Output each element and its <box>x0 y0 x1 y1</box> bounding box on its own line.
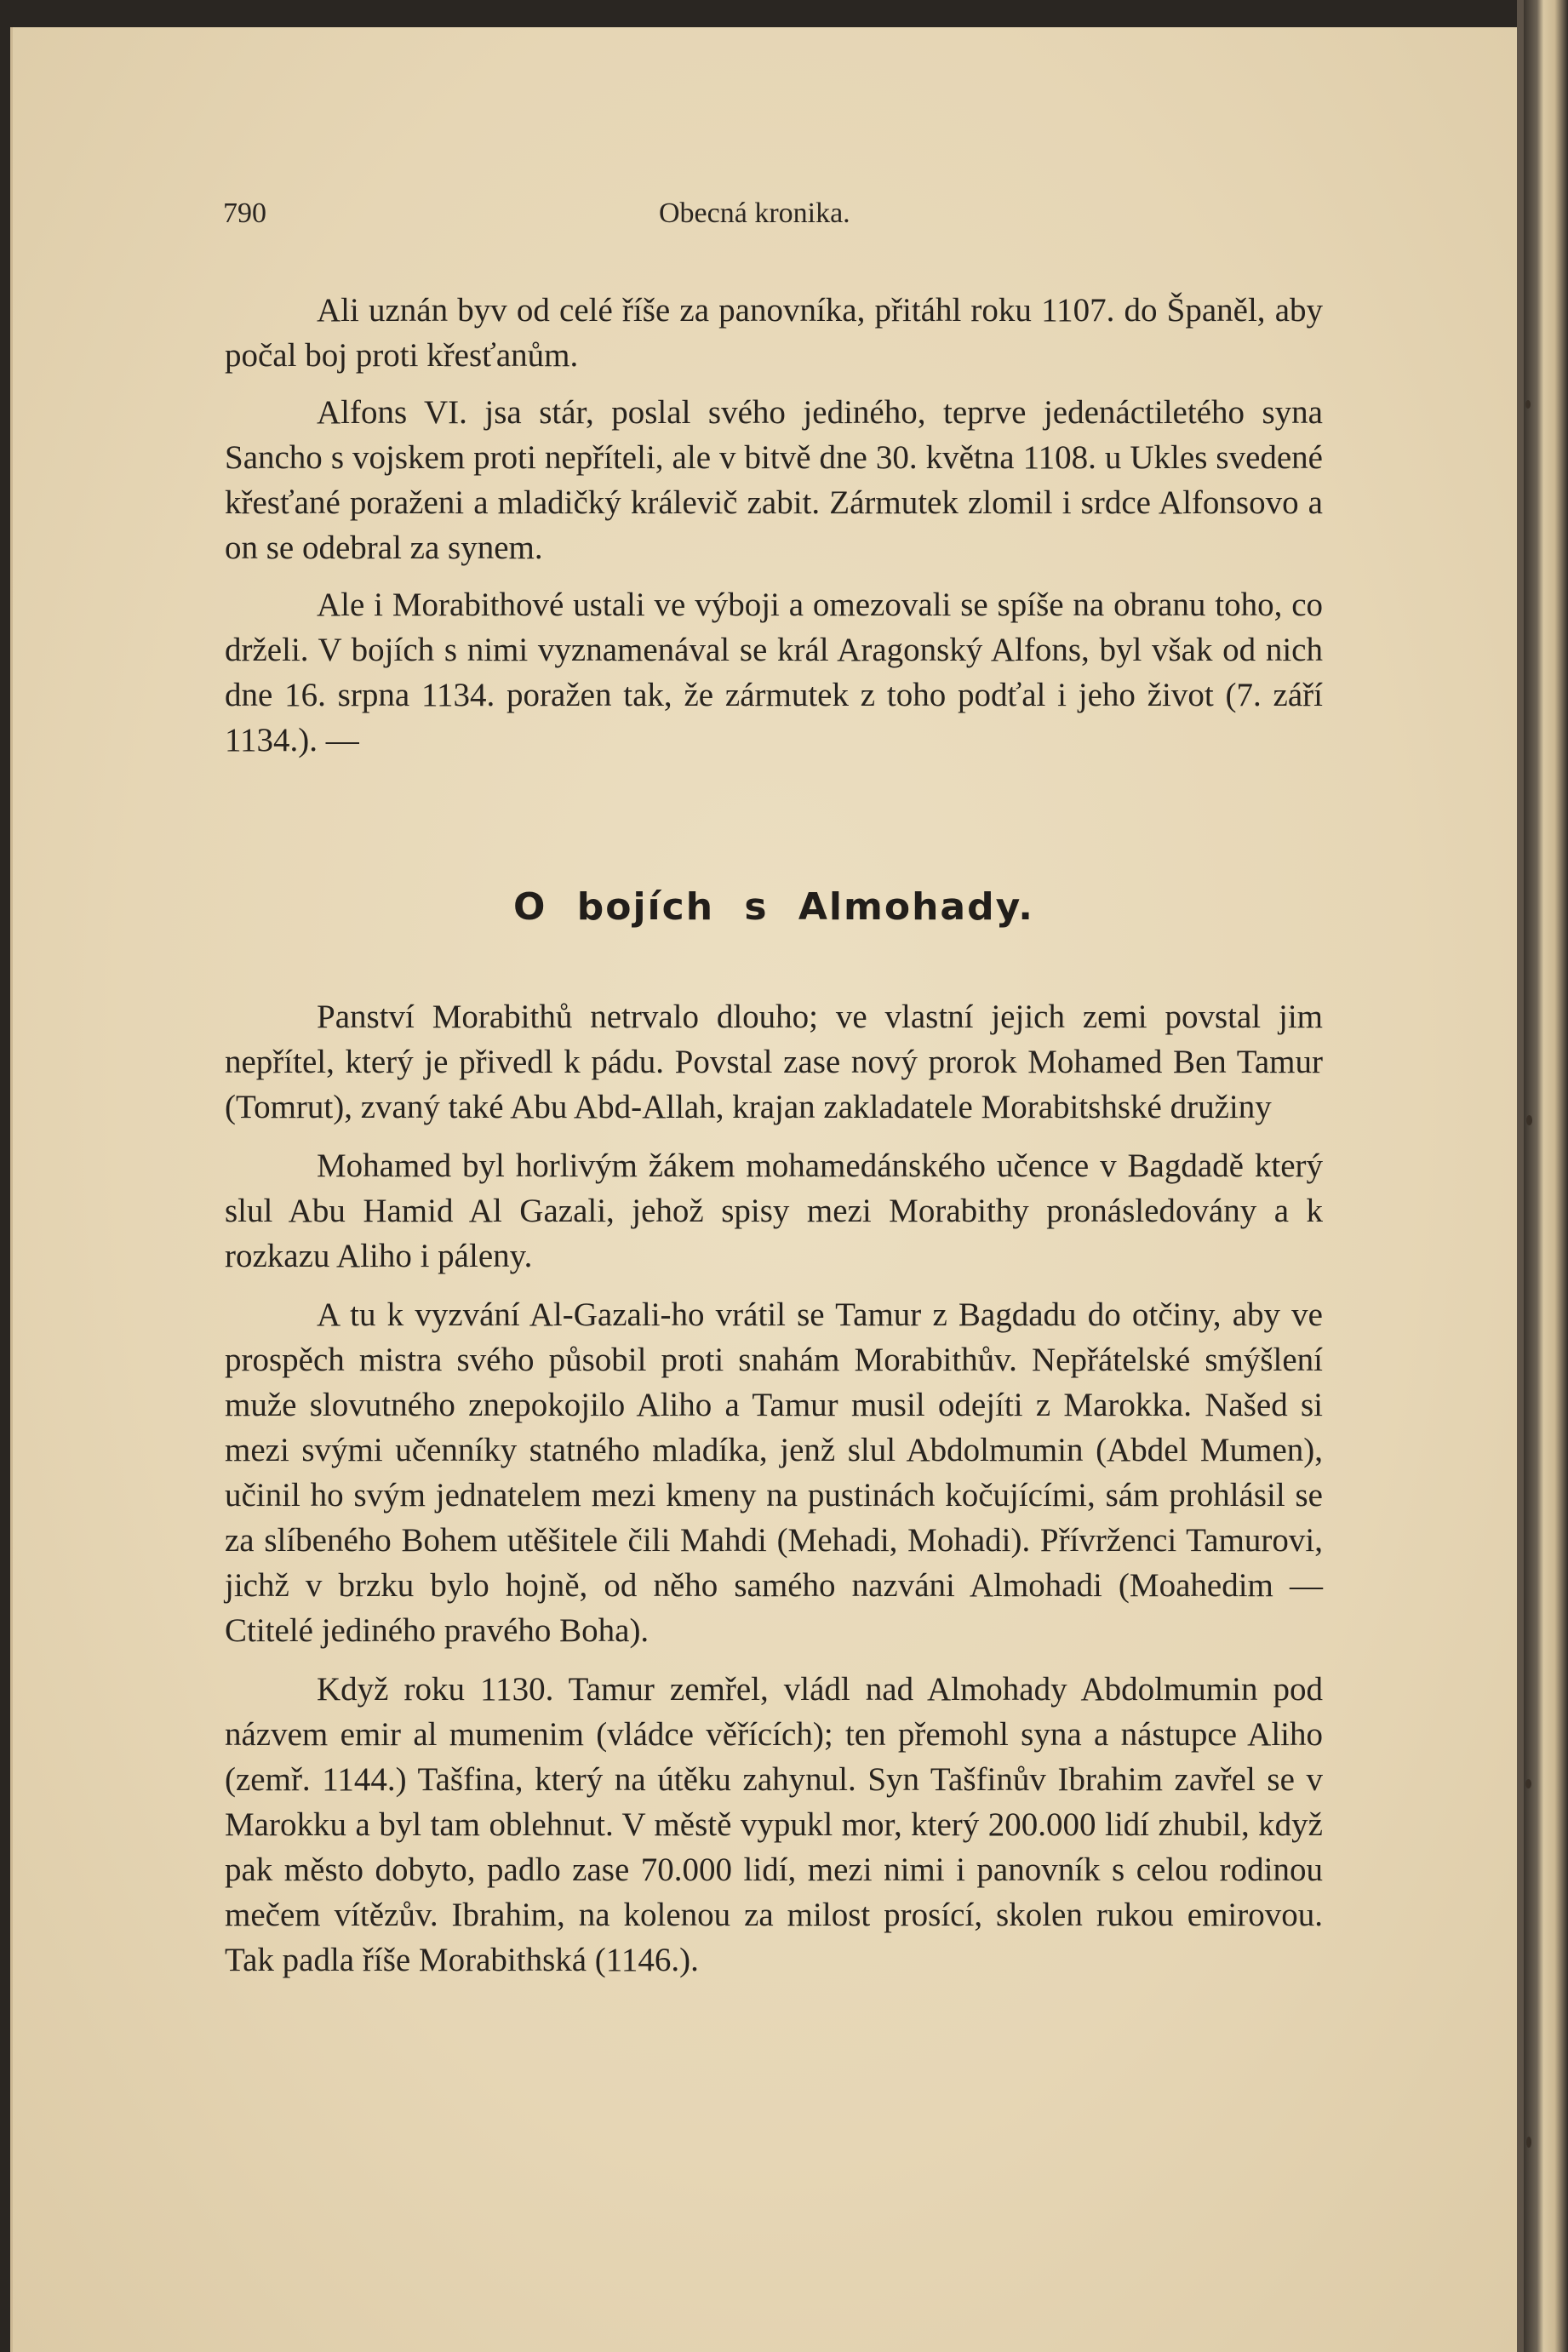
section-b <box>225 994 1323 1983</box>
running-title: Obecná kronika. <box>659 197 850 229</box>
paragraph: Ali uznán byv od celé říše za panovníka, přitáhl roku 1107. do Španěl, aby počal boj proti křesťanům. <box>225 292 1323 374</box>
ink-speck <box>1525 400 1531 409</box>
paragraph: Alfons VI. jsa stár, poslal svého jediného, teprve jedenáctiletého syna Sancho s vojskem proti nepříteli, ale v bitvě dne 30. května 1108. u Ukles svedené křesťané poraženi a mladičký králevič zabit. Zármutek zlomil i srdce Alfonsovo a on se odebral za synem. <box>225 394 1323 566</box>
paragraph: Když roku 1130. Tamur zemřel, vládl nad Almohady Abdolmumin pod názvem emir al mumenim (vládce věřících); ten přemohl syna a nástupce Aliho (zemř. 1144.) Tašfina, který na útěku zahynul. Syn Tašfinův Ibrahim zavřel se v Marokku a byl tam oblehnut. V městě vypukl mor, který 200.000 lidí zhubil, když pak město dobyto, padlo zase 70.000 lidí, mezi nimi i panovník s celou rodinou mečem vítězův. Ibrahim, na kolenou za milost prosící, skolen rukou emirovou. Tak padla říše Morabithská (1146.). <box>225 1671 1323 1978</box>
ink-speck <box>1525 1779 1531 1788</box>
ink-speck <box>1526 2137 1531 2148</box>
ink-speck <box>1526 1115 1532 1125</box>
paragraph: Ale i Morabithové ustali ve výboji a omezovali se spíše na obranu toho, co drželi. V bojích s nimi vyznamenával se král Aragonský Alfons, byl však od nich dne 16. srpna 1134. poražen tak, že zármutek z toho podťal i jeho život (7. září 1134.). — <box>225 587 1323 758</box>
section-heading: O bojích s Almohady. <box>513 885 1034 929</box>
paragraph: Mohamed byl horlivým žákem mohamedánského učence v Bagdadě který slul Abu Hamid Al Gazali, jehož spisy mezi Morabithy pronásledovány a k rozkazu Aliho i páleny. <box>225 1147 1323 1274</box>
page-number: 790 <box>223 197 266 229</box>
binding-edge <box>1524 0 1568 2352</box>
section-a <box>225 288 1323 763</box>
paragraph: A tu k vyzvání Al-Gazali-ho vrátil se Tamur z Bagdadu do otčiny, aby ve prospěch mistra svého působil proti snahám Morabithův. Nepřátelské smýšlení muže slovutného znepokojilo Aliho a Tamur musil odejíti z Marokka. Našed si mezi svými učenníky statného mladíka, jenž slul Abdolmumin (Abdel Mumen), učinil ho svým jednatelem mezi kmeny na pustinách kočujícími, sám prohlásil se za slíbeného Bohem utěšitele čili Mahdi (Mehadi, Mohadi). Přívrženci Tamurovi, jichž v brzku bylo hojně, od něho samého nazváni Almohadi (Moahedim — Ctitelé jediného pravého Boha). <box>225 1296 1323 1649</box>
page-edge-shadow <box>1517 0 1524 2352</box>
running-head <box>223 197 1330 232</box>
paragraph: Panství Morabithů netrvalo dlouho; ve vlastní jejich zemi povstal jim nepřítel, který je přivedl k pádu. Povstal zase nový prorok Mohamed Ben Tamur (Tomrut), zvaný také Abu Abd-Allah, krajan zakladatele Morabitshské družiny <box>225 999 1323 1125</box>
